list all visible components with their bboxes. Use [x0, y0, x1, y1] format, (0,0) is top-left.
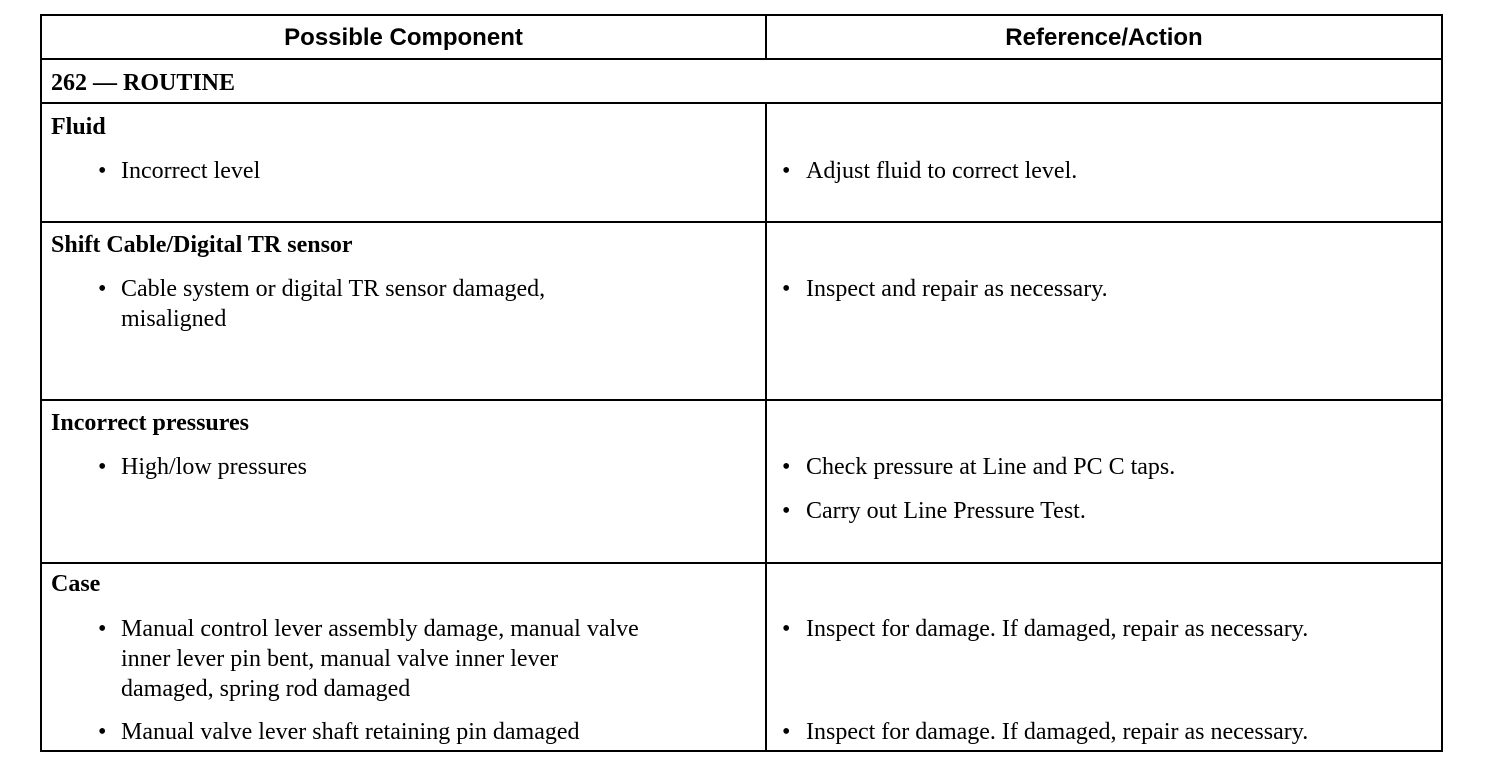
- bullet: •: [98, 719, 107, 745]
- action-text: Inspect and repair as necessary.: [806, 276, 1108, 302]
- component-text: damaged, spring rod damaged: [121, 676, 411, 702]
- row-heading-case: Case: [51, 571, 101, 597]
- action-text: Inspect for damage. If damaged, repair as necessary.: [806, 616, 1309, 642]
- row-rule: [42, 221, 1441, 223]
- bullet: •: [782, 498, 791, 524]
- header-possible-component: Possible Component: [284, 24, 523, 51]
- diagnosis-table: [40, 14, 1443, 752]
- action-text: Inspect for damage. If damaged, repair as necessary.: [806, 719, 1309, 745]
- row-heading-fluid: Fluid: [51, 114, 106, 140]
- row-rule: [42, 399, 1441, 401]
- row-heading-shift-cable: Shift Cable/Digital TR sensor: [51, 232, 353, 258]
- bullet: •: [782, 719, 791, 745]
- bullet: •: [782, 158, 791, 184]
- section-title: 262 — ROUTINE: [51, 70, 236, 96]
- bullet: •: [98, 276, 107, 302]
- header-reference-action: Reference/Action: [1005, 24, 1203, 51]
- bullet: •: [98, 616, 107, 642]
- component-text: Incorrect level: [121, 158, 261, 184]
- bullet: •: [782, 454, 791, 480]
- column-divider: [765, 102, 767, 750]
- bullet: •: [98, 158, 107, 184]
- component-text: Manual valve lever shaft retaining pin damaged: [121, 719, 580, 745]
- action-text: Carry out Line Pressure Test.: [806, 498, 1086, 524]
- action-text: Adjust fluid to correct level.: [806, 158, 1078, 184]
- component-text: Manual control lever assembly damage, manual valve: [121, 616, 639, 642]
- row-heading-incorrect-pressures: Incorrect pressures: [51, 410, 249, 436]
- component-text: Cable system or digital TR sensor damaged,: [121, 276, 546, 302]
- component-text: misaligned: [121, 306, 227, 332]
- bullet: •: [98, 454, 107, 480]
- component-text: inner lever pin bent, manual valve inner lever: [121, 646, 559, 672]
- section-rule: [42, 102, 1441, 104]
- bullet: •: [782, 616, 791, 642]
- bullet: •: [782, 276, 791, 302]
- action-text: Check pressure at Line and PC C taps.: [806, 454, 1176, 480]
- row-rule: [42, 562, 1441, 564]
- component-text: High/low pressures: [121, 454, 307, 480]
